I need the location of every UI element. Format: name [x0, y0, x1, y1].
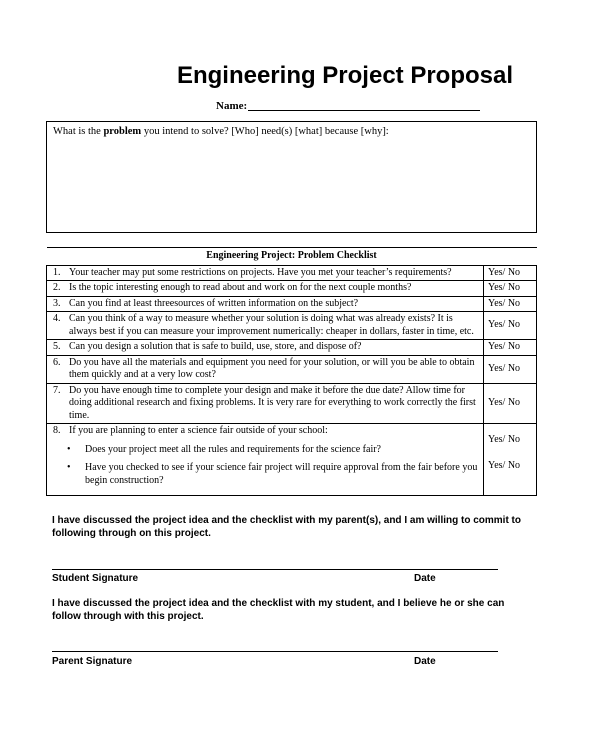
problem-checklist	[46, 247, 537, 496]
problem-box[interactable]	[46, 121, 537, 233]
checklist-row	[47, 265, 537, 281]
checklist-question	[47, 312, 484, 340]
problem-prompt-prefix: What is the	[53, 126, 104, 137]
question-text: Is the topic interesting enough to read about and work on for the next couple months?	[69, 282, 412, 293]
problem-prompt-suffix: you intend to solve? [Who] need(s) [what] because [why]:	[141, 126, 389, 137]
page-title: Engineering Project Proposal	[176, 62, 514, 89]
question-number: 8.	[53, 425, 61, 436]
question-text: Your teacher may put some restrictions on projects. Have you met your teacher’s requirements?	[69, 266, 452, 278]
checklist-question	[47, 265, 484, 281]
question-text: Do you have all the materials and equipment you need for your solution, or will you be able to obtain them quickly and at a very low cost?	[69, 356, 475, 380]
checklist-question	[47, 281, 484, 297]
question-text: Can you think of a way to measure whether your solution is doing what was already exists? It is always best if you can measure your improvement numerically: cheaper in dollars, faster in time, etc.	[69, 313, 474, 337]
yes-no-answer[interactable]: Yes/ No	[484, 355, 537, 383]
question-text: If you are planning to enter a science fair outside of your school:	[69, 425, 328, 436]
checklist-question	[47, 383, 484, 424]
checklist-header: Engineering Project: Problem Checklist	[47, 248, 537, 266]
yes-no-answer[interactable]: Yes/ No	[484, 312, 537, 340]
checklist-question	[47, 340, 484, 356]
question-text: Can you design a solution that is safe to build, use, store, and dispose of?	[69, 341, 362, 352]
question-number: 2.	[53, 282, 61, 293]
checklist-question	[47, 355, 484, 383]
bullet-text: Have you checked to see if your science fair project will require approval from the fair before you begin construction?	[85, 462, 478, 486]
yes-no-answer[interactable]: Yes/ No	[484, 383, 537, 424]
question-number: 6.	[53, 356, 61, 368]
yes-no-answers	[484, 424, 537, 496]
parent-statement: I have discussed the project idea and the checklist with my student, and I believe he or she can follow through with this project.	[52, 598, 505, 622]
checklist-bullet	[53, 444, 479, 457]
question-number: 5.	[53, 341, 61, 352]
question-number: 3.	[53, 297, 61, 309]
problem-prompt-bold: problem	[103, 126, 142, 137]
yes-no-answer[interactable]: Yes/ No	[484, 340, 537, 356]
student-statement: I have discussed the project idea and the checklist with my parent(s), and I am willing to commit to following through on this project.	[52, 515, 521, 539]
name-label: Name:	[216, 100, 248, 112]
parent-signature-line[interactable]	[52, 651, 498, 652]
checklist-question	[47, 424, 484, 496]
question-number: 1.	[53, 266, 61, 278]
checklist-row	[47, 312, 537, 340]
question-number: 4.	[53, 313, 61, 324]
checklist-row	[47, 355, 537, 383]
checklist-row	[47, 281, 537, 297]
name-field[interactable]	[248, 110, 480, 111]
student-date-label: Date	[414, 573, 436, 584]
student-signature-label: Student Signature	[52, 573, 139, 584]
checklist-row	[47, 424, 537, 496]
yes-no-answer[interactable]: Yes/ No	[484, 281, 537, 297]
bullet-icon: •	[67, 443, 71, 455]
question-text: Do you have enough time to complete your design and make it before the due date? Allow time for doing additional research and fixing problems. It is very rare for everything to work correctly the first time.	[69, 384, 476, 421]
bullet-text: Does your project meet all the rules and requirements for the science fair?	[85, 443, 381, 455]
checklist-row	[47, 296, 537, 312]
checklist-bullet	[53, 462, 479, 487]
student-signature-line[interactable]	[52, 569, 498, 570]
bullet-icon: •	[67, 462, 71, 473]
checklist-question	[47, 296, 484, 312]
yes-no-answer[interactable]: Yes/ No	[488, 459, 521, 471]
question-number: 7.	[53, 384, 61, 396]
question-text: Can you find at least threesources of written information on the subject?	[69, 297, 359, 309]
yes-no-answer[interactable]: Yes/ No	[484, 296, 537, 312]
parent-date-label: Date	[414, 656, 436, 667]
checklist-row	[47, 340, 537, 356]
yes-no-answer[interactable]: Yes/ No	[488, 433, 521, 445]
parent-signature-label: Parent Signature	[52, 656, 133, 667]
checklist-row	[47, 383, 537, 424]
yes-no-answer[interactable]: Yes/ No	[484, 265, 537, 281]
